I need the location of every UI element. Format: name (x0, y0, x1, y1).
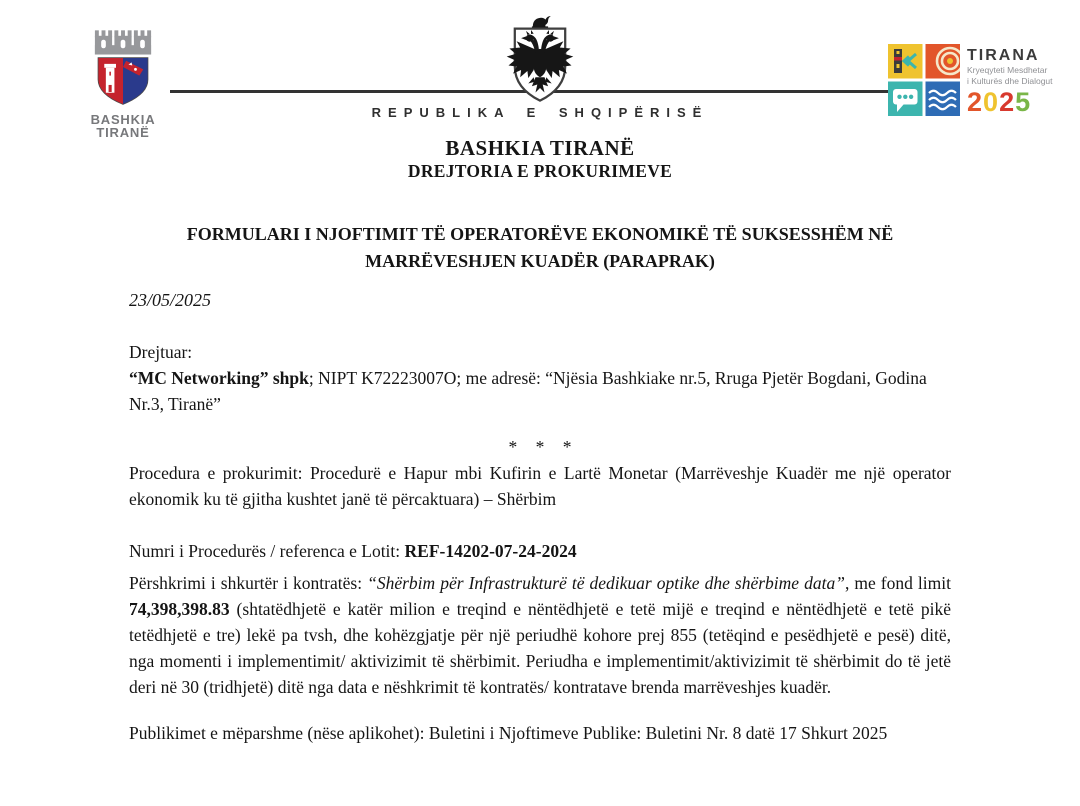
albania-eagle-emblem-icon (495, 14, 585, 118)
publications-paragraph: Publikimet e mëparshme (nëse aplikohet): Buletini i Njoftimeve Publike: Buletini Nr. 8 datë 17 Shkurt 2025 (129, 723, 888, 743)
addressee (129, 365, 951, 417)
year-digit: 2 (967, 87, 984, 117)
year-digit: 2 (999, 87, 1016, 117)
fund-limit-amount: 74,398,398.83 (129, 599, 230, 619)
tirana2025-subtitle1: Kryeqyteti Mesdhetar (967, 65, 1048, 75)
reference-number: REF-14202-07-24-2024 (404, 541, 577, 561)
municipality-logo-label-line1: BASHKIA (90, 112, 156, 127)
dept-title: DREJTORIA E PROKURIMEVE (407, 161, 673, 181)
addressee-name: “MC Networking” shpk (129, 368, 309, 388)
reference-label: Numri i Procedurës / referenca e Lotit: (129, 541, 405, 561)
form-heading-line2: MARRËVESHJEN KUADËR (PARAPRAK) (365, 251, 715, 271)
addressee-label: Drejtuar: (129, 342, 193, 362)
tower-icon (894, 49, 902, 73)
addressee-details: ; NIPT K72223007O; me adresë: “Njësia Bashkiake nr.5, Rruga Pjetër Bogdani, Godina Nr.3, Tiranë” (129, 368, 927, 414)
description-rest: (shtatëdhjetë e katër milion e treqind e nëntëdhjetë e tetë mijë e treqind e nëntëdhjetë e tetë pikë tetëdhjetë e tre) lekë pa tvsh, dhe kohëzgjatje për një periudhë kohore prej 855 (tetëqind e pesëdhjetë e pesë) ditë, nga momenti i implementimit/ aktivizimit të shërbimit. Periudha e implementimit/aktivizimit të shërbimit do të jetë deri në 30 (tridhjetë) ditë nga data e nëshkrimit të kontratës/ kontratave brenda marrëveshjes kuadër. (129, 599, 951, 697)
municipality-logo (80, 28, 166, 139)
tirana2025-year (967, 89, 1053, 115)
contract-title: “Shërbim për Infrastrukturë të dedikuar optike dhe shërbime data” (367, 573, 845, 593)
tirana2025-subtitle2: i Kulturës dhe Dialogut (967, 75, 1053, 86)
tirana2025-tiles-icon (888, 44, 960, 116)
document-body (129, 287, 951, 746)
bashkia-tirane-crest-icon (80, 28, 166, 106)
municipality-logo-label-line2: TIRANË (96, 125, 150, 140)
tirana2025-text (967, 44, 1053, 116)
description-intro: Përshkrimi i shkurtër i kontratës: (129, 573, 368, 593)
form-heading (0, 221, 1080, 275)
reference-line (129, 538, 951, 564)
procedure-paragraph: Procedura e prokurimit: Procedurë e Hapur mbi Kufirin e Lartë Monetar (Marrëveshje Kuadër me një operator ekonomik ku të gjitha kushtet janë të përcaktuara) – Shërbim (129, 463, 951, 509)
republic-caption: REPUBLIKA E SHQIPËRISË (371, 105, 709, 120)
description-paragraph (129, 570, 951, 700)
document-date: 23/05/2025 (129, 290, 212, 310)
tirana2025-logo (888, 44, 1053, 116)
description-mid: , me fond limit (844, 573, 951, 593)
year-digit: 0 (983, 87, 1000, 117)
org-title: BASHKIA TIRANË (445, 136, 635, 160)
tirana2025-title: TIRANA (967, 47, 1040, 64)
section-separator: * * * (508, 437, 572, 457)
year-digit: 5 (1015, 87, 1032, 117)
form-heading-line1: FORMULARI I NJOFTIMIT TË OPERATORËVE EKONOMIKË TË SUKSESSHËM NË (186, 224, 894, 244)
